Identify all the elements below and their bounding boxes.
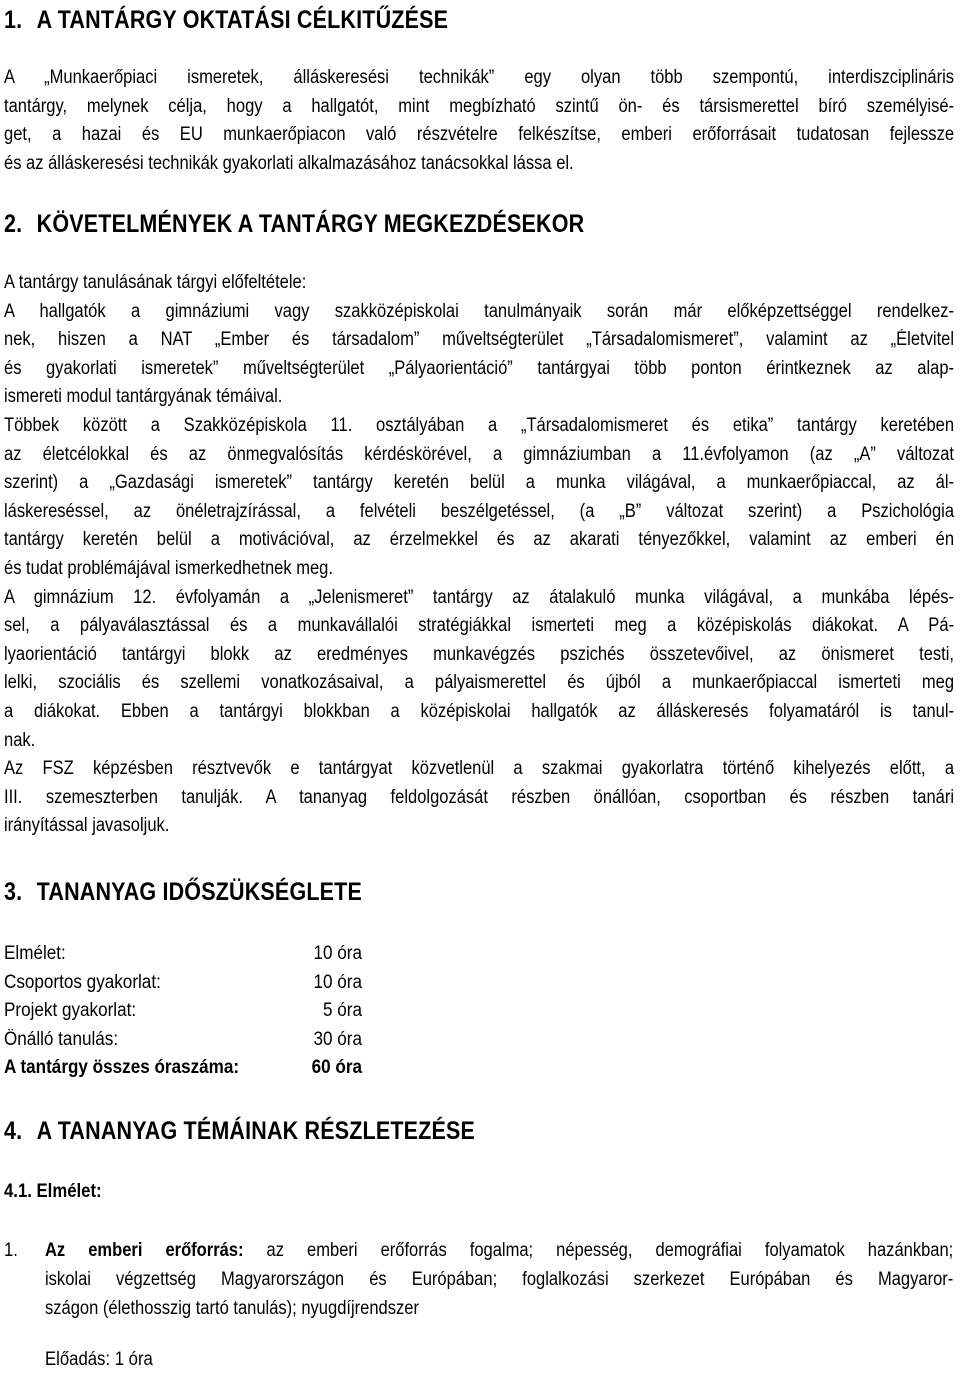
paragraph-line: tantárgy keretén belül a motivációval, az érzelmekkel és az akarati tényezőkkel, valamint az emberi én (4, 529, 955, 551)
paragraph-line: A tantárgy tanulásának tárgyi előfeltétele: (4, 272, 307, 293)
paragraph-line: nek, hiszen a NAT „Ember és társadalom” műveltségterület „Társadalomismeret”, valamint az „Életvitel (4, 329, 955, 351)
paragraph-line: az életcélokkal és az önmegvalósítás kérdéskörével, a gimnáziumban a 11.évfolyamon (az „A” változat (4, 443, 955, 465)
paragraph-line: és tudat problémájával ismerkedhetnek meg. (4, 557, 333, 579)
hours-label: Projekt gyakorlat: (4, 1000, 137, 1021)
section-3-number: 3. (4, 878, 23, 906)
section-2-number: 2. (4, 210, 23, 238)
paragraph-line: tantárgy, melynek célja, hogy a hallgatót, mint megbízható szintű ön- és társismerettel bíró személyisé- (4, 95, 955, 117)
paragraph-line: szágon (élethosszig tartó tanulás); nyugdíjrendszer (45, 1298, 419, 1319)
paragraph-line: A „Munkaerőpiaci ismeretek, álláskeresési technikák” egy olyan több szempontú, interdiszciplináris (4, 67, 955, 88)
paragraph-line: a diákokat. Ebben a tantárgyi blokkban a középiskolai hallgatók az álláskeresés folyamatáról is tanul- (4, 700, 955, 722)
paragraph-line: és az álláskeresési technikák gyakorlati alkalmazásához tanácsokkal lássa el. (4, 152, 574, 174)
paragraph-line: láskereséssel, az önéletrajzírással, a felvételi beszélgetéssel, (a „B” változat szerint) a Pszichológia (4, 500, 955, 522)
list-item-lead: Az emberi erőforrás: (45, 1240, 244, 1261)
paragraph-line: és gyakorlati ismeretek” műveltségterület „Pályaorientáció” tantárgyai több ponton érintkeznek az alap- (4, 357, 955, 379)
lecture-hours: Előadás: 1 óra (45, 1349, 153, 1370)
section-2-heading (4, 210, 584, 239)
section-2-paragraph (4, 269, 954, 841)
paragraph-line: get, a hazai és EU munkaerőpiacon való részvételre felkészítse, emberi erőforrásait tudatosan fejlessze (4, 124, 955, 146)
list-item-number: 1. (4, 1240, 18, 1261)
paragraph-line: szerint) a „Gazdasági ismeretek” tantárgy keretén belül a munka világával, a munkaerőpiaccal, az ál- (4, 472, 955, 494)
hours-value: 30 óra (313, 1028, 362, 1050)
paragraph-line: Az FSZ képzésben résztvevők e tantárgyat közvetlenül a szakmai gyakorlatra történő kihelyezés előtt, a (4, 758, 955, 780)
paragraph-line: ismereti modul tantárgyának témáival. (4, 386, 283, 408)
paragraph-line: A gimnázium 12. évfolyamán a „Jelenismeret” tantárgy az átalakuló munka világával, a munkába lépés- (4, 586, 955, 608)
section-4-number: 4. (4, 1117, 23, 1145)
hours-value: 10 óra (313, 943, 362, 964)
section-1-paragraph (4, 64, 954, 178)
list-item-body (45, 1236, 954, 1323)
hours-label: Elmélet: (4, 943, 66, 964)
paragraph-line: III. szemeszterben tanulják. A tananyag feldolgozását részben önállóan, csoportban és részben tanári (4, 786, 955, 808)
hours-total-value: 60 óra (311, 1057, 362, 1078)
paragraph-line: A hallgatók a gimnáziumi vagy szakközépiskolai tanulmányaik során már előképzettséggel rendelkez- (4, 300, 955, 322)
section-2-title: KÖVETELMÉNYEK A TANTÁRGY MEGKEZDÉSEKOR (36, 210, 585, 238)
list-item-text: az emberi erőforrás fogalma; népesség, demográfiai folyamatok hazánkban; (243, 1240, 954, 1261)
paragraph-line: lyaorientáció tantárgyi blokk az eredményes munkavégzés pszichés összetevőivel, az önismeret testi, (4, 643, 955, 665)
section-1-title: A TANTÁRGY OKTATÁSI CÉLKITŰZÉSE (36, 6, 449, 34)
paragraph-line: Többek között a Szakközépiskola 11. osztályában a „Társadalomismeret és etika” tantárgy keretében (4, 414, 955, 436)
list-item-first-line (45, 1236, 953, 1265)
section-1-number: 1. (4, 6, 23, 34)
section-3-title: TANANYAG IDŐSZÜKSÉGLETE (36, 878, 362, 906)
paragraph-line: nak. (4, 729, 36, 751)
hours-value: 10 óra (313, 971, 362, 993)
hours-label: Csoportos gyakorlat: (4, 971, 161, 993)
section-4-heading (4, 1117, 475, 1146)
section-1-heading (4, 6, 448, 35)
hours-total-label: A tantárgy összes óraszáma: (4, 1057, 240, 1078)
paragraph-line: lelki, szociális és szellemi vonatkozásaival, a pályaismerettel és újból a munkaerőpiaccal ismerteti meg (4, 672, 955, 694)
section-3-heading (4, 878, 362, 907)
paragraph-line: irányítással javasoljuk. (4, 815, 170, 837)
hours-label: Önálló tanulás: (4, 1028, 119, 1050)
paragraph-line: sel, a pályaválasztással és a munkavállalói stratégiákkal ismerteti meg a középiskolás diákokat. A Pá- (4, 615, 955, 637)
hours-value: 5 óra (323, 1000, 362, 1021)
paragraph-line: iskolai végzettség Magyarországon és Európában; foglalkozási szerkezet Európában és Magyaror- (45, 1269, 954, 1290)
subsection-title: 4.1. Elmélet: (4, 1181, 102, 1202)
section-4-title: A TANANYAG TÉMÁINAK RÉSZLETEZÉSE (36, 1117, 475, 1145)
